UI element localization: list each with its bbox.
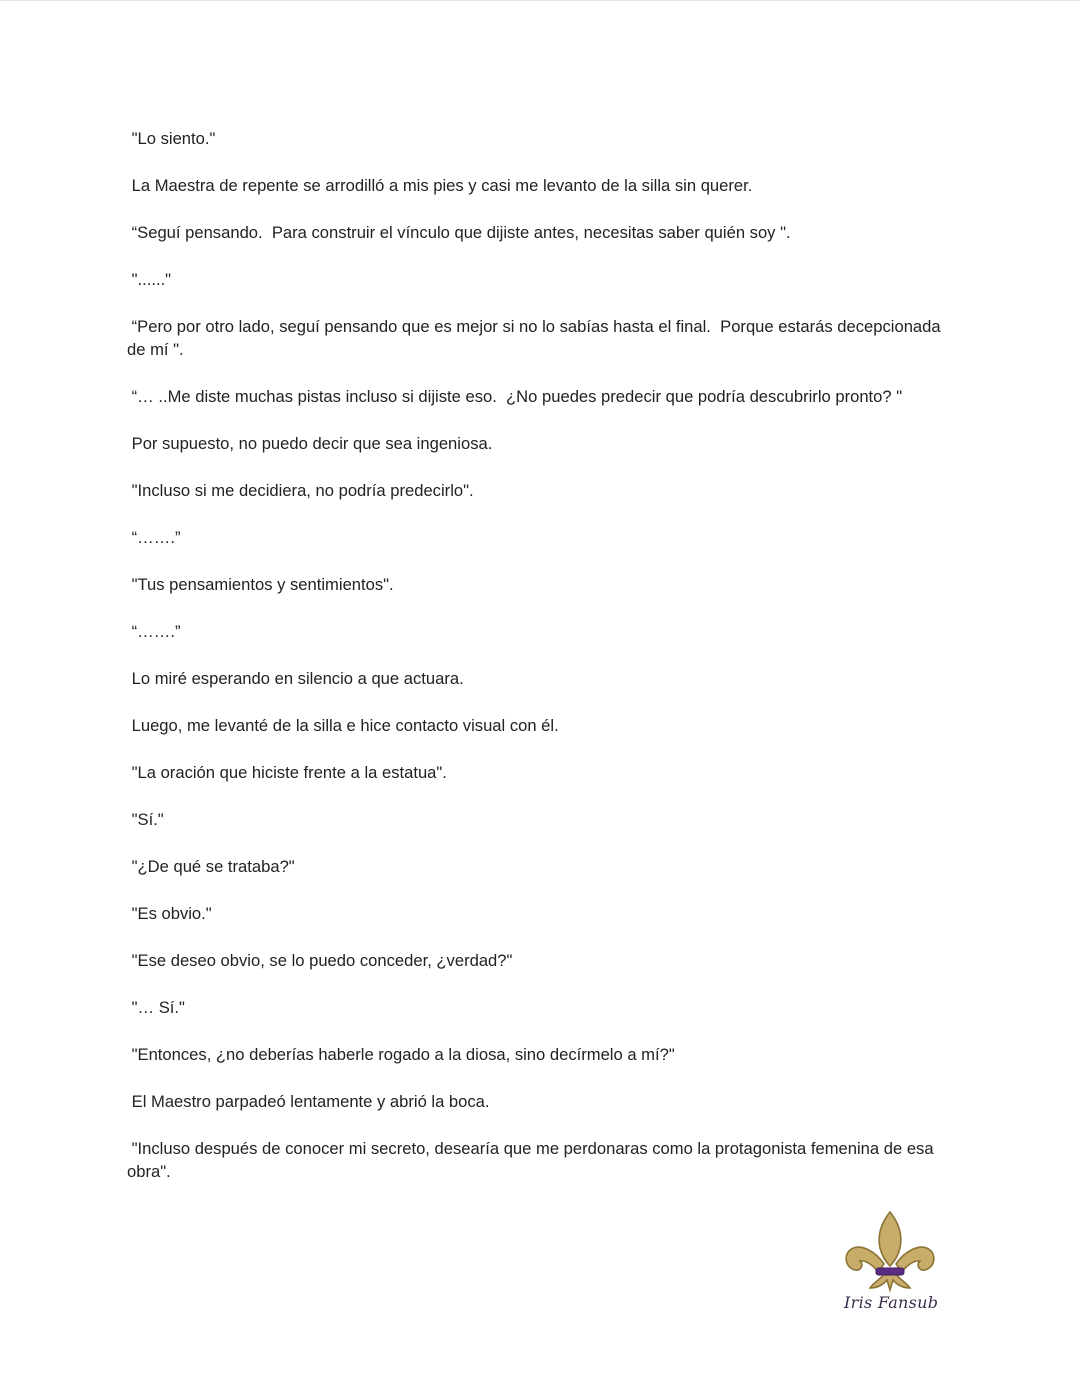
paragraph: “Seguí pensando. Para construir el vínculo que dijiste antes, necesitas saber quién soy ". (127, 223, 791, 242)
paragraph: "Incluso si me decidiera, no podría predecirlo". (127, 481, 474, 500)
watermark-text: Iris Fansub (844, 1293, 939, 1312)
paragraph: "Tus pensamientos y sentimientos". (127, 575, 394, 594)
paragraph: “Pero por otro lado, seguí pensando que es mejor si no lo sabías hasta el final. Porque estarás decepcionada de mí ". (127, 317, 946, 359)
paragraph: "Sí." (127, 810, 164, 829)
paragraph: El Maestro parpadeó lentamente y abrió la boca. (127, 1092, 490, 1111)
paragraph: "Es obvio." (127, 904, 212, 923)
paragraph: Por supuesto, no puedo decir que sea ingeniosa. (127, 434, 493, 453)
paragraph: La Maestra de repente se arrodilló a mis pies y casi me levanto de la silla sin querer. (127, 176, 753, 195)
paragraph: "Ese deseo obvio, se lo puedo conceder, ¿verdad?" (127, 951, 513, 970)
paragraph: "¿De qué se trataba?" (127, 857, 295, 876)
paragraph: “…….” (127, 622, 181, 641)
paragraph: “…….” (127, 528, 181, 547)
paragraph: "Lo siento." (127, 129, 216, 148)
document-body (127, 127, 962, 1207)
paragraph: "Incluso después de conocer mi secreto, desearía que me perdonaras como la protagonista femenina de esa obra". (127, 1139, 939, 1181)
paragraph: “… ..Me diste muchas pistas incluso si dijiste eso. ¿No puedes predecir que podría descubrirlo pronto? " (127, 387, 903, 406)
paragraph: Lo miré esperando en silencio a que actuara. (127, 669, 464, 688)
paragraph: Luego, me levanté de la silla e hice contacto visual con él. (127, 716, 559, 735)
paragraph: "Entonces, ¿no deberías haberle rogado a la diosa, sino decírmelo a mí?" (127, 1045, 675, 1064)
paragraph: "… Sí." (127, 998, 185, 1017)
paragraph: "......" (127, 270, 172, 289)
paragraph: "La oración que hiciste frente a la estatua". (127, 763, 447, 782)
page-top-border (0, 0, 1080, 1)
